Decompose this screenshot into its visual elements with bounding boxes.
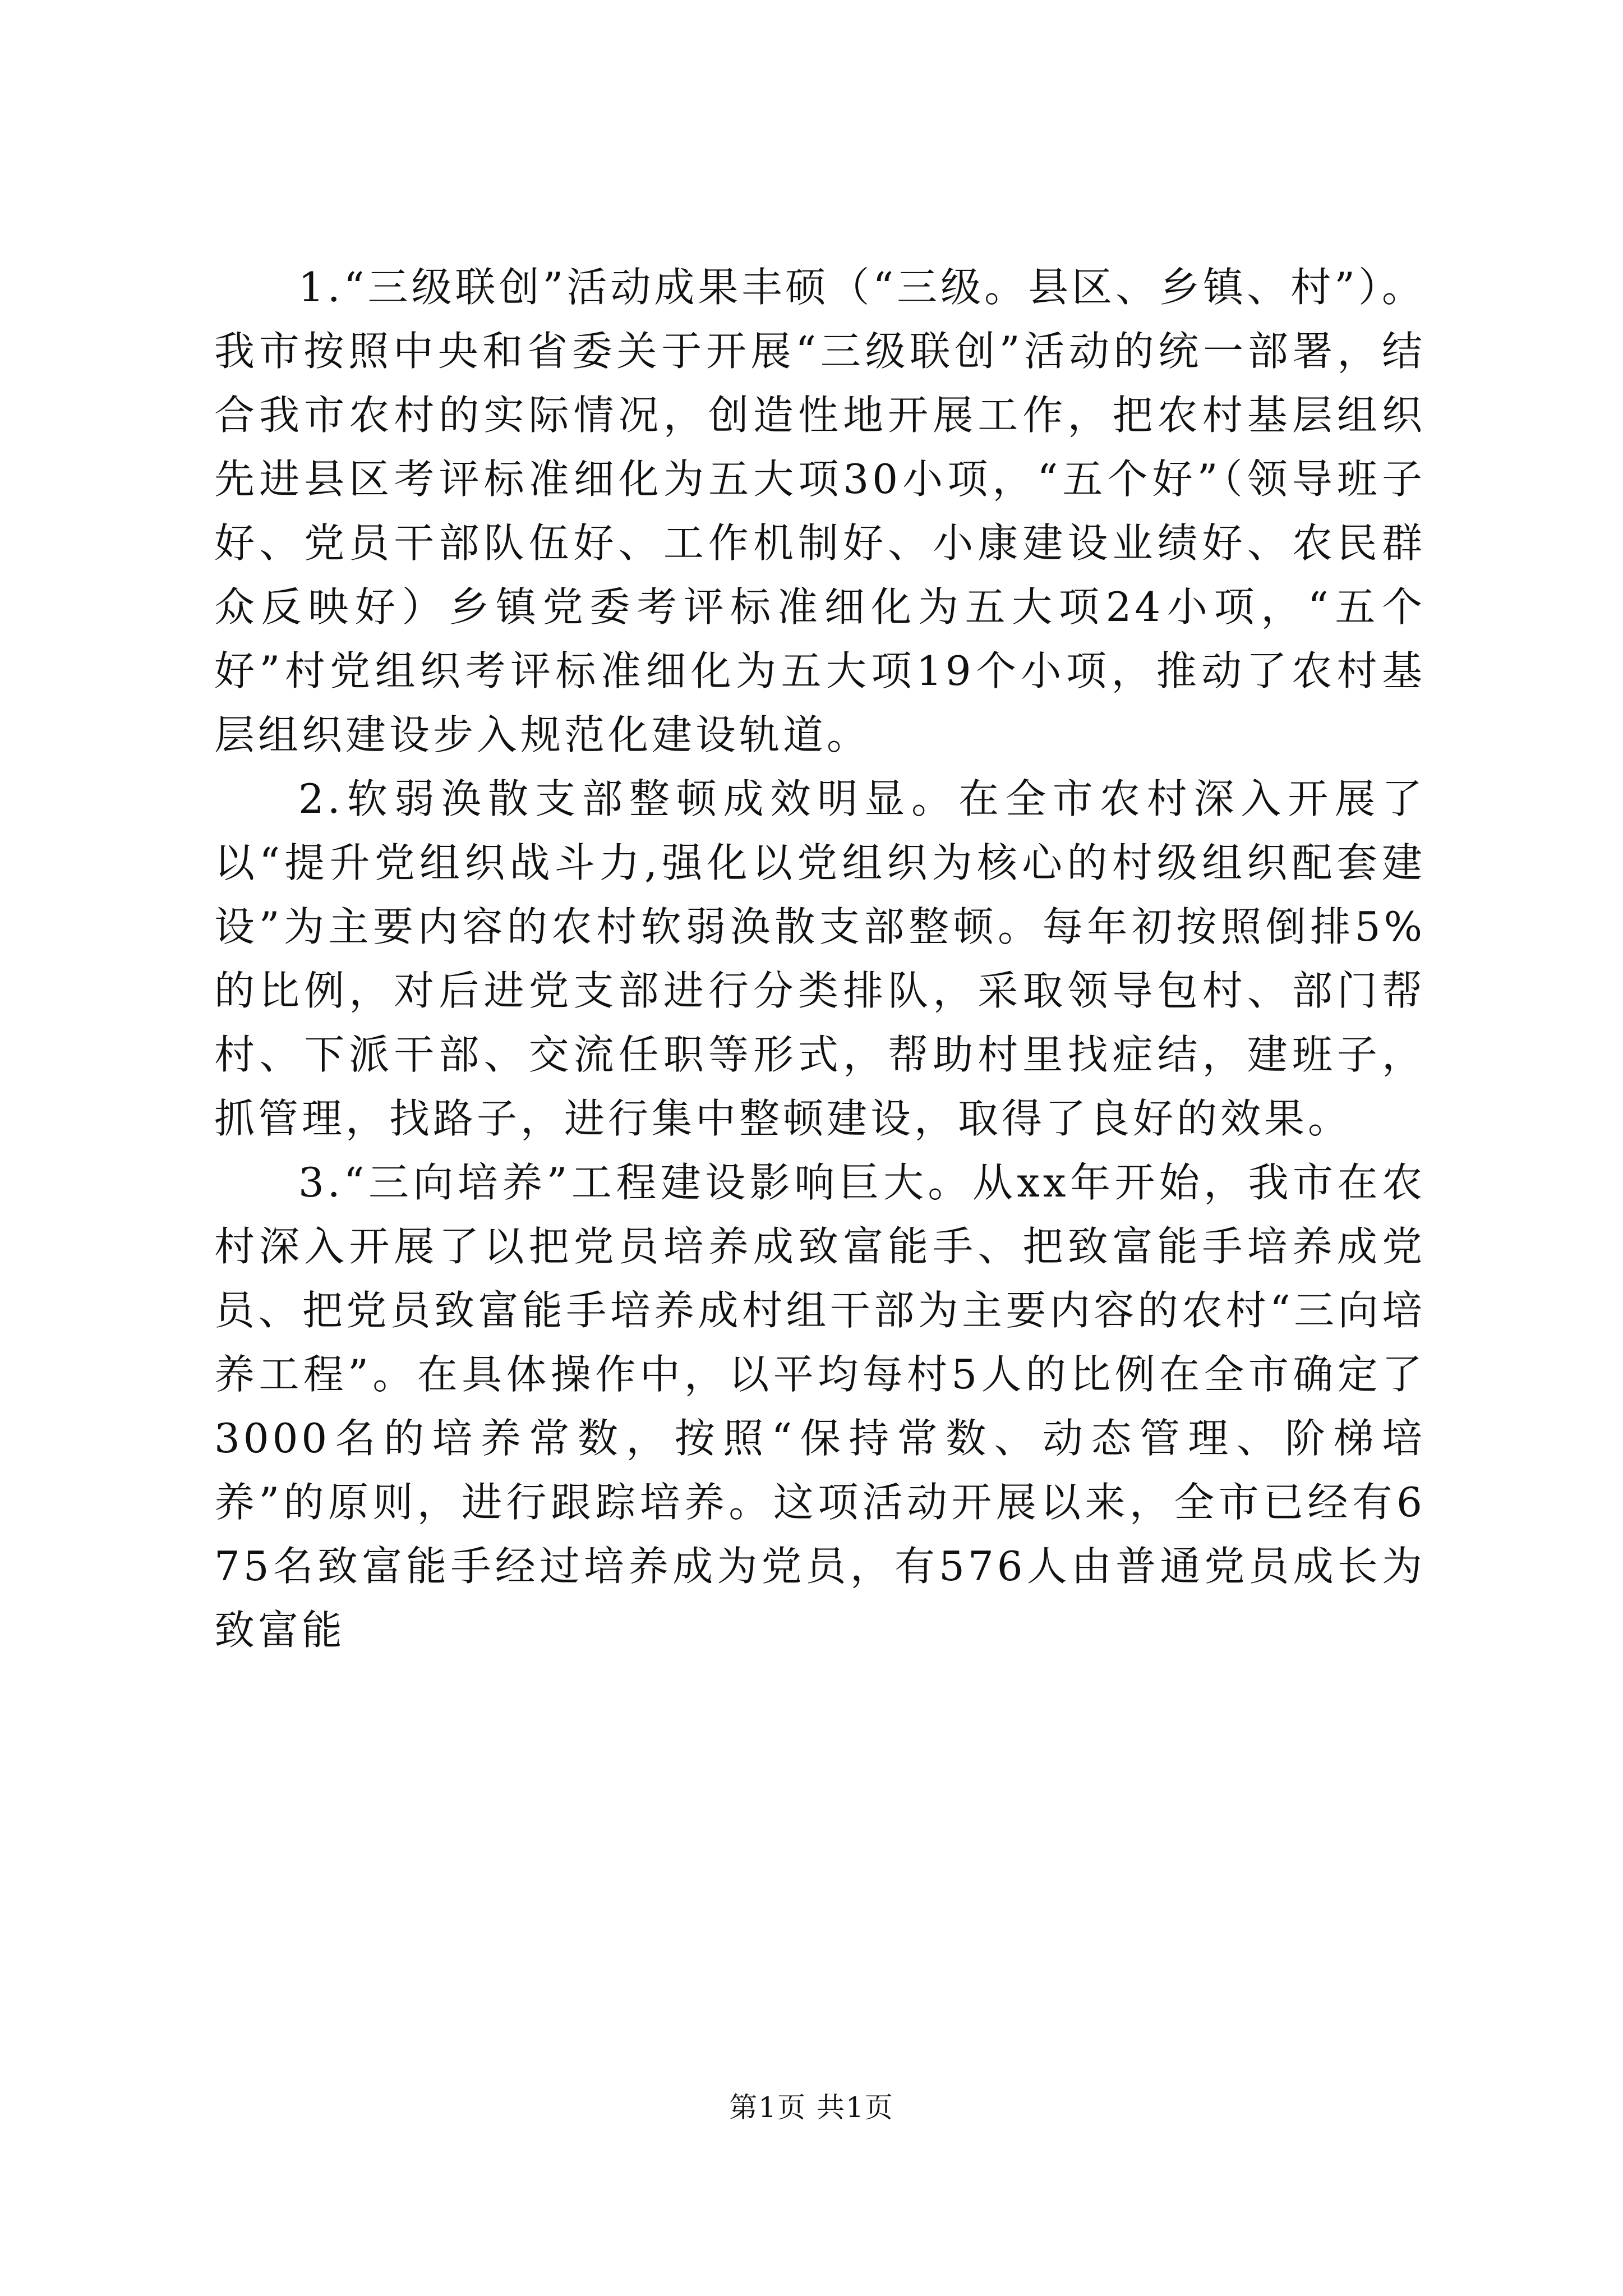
paragraph-2: 2.软弱涣散支部整顿成效明显。在全市农村深入开展了以“提升党组织战斗力,强化以党组织为核心的村级组织配套建设”为主要内容的农村软弱涣散支部整顿。每年初按照倒排5%的比例，对后进党支部进行分类排队，采取领导包村、部门帮村、下派干部、交流任职等形式，帮助村里找症结，建班子，抓管理，找路子，进行集中整顿建设，取得了良好的效果。 bbox=[214, 775, 1426, 1142]
page-footer: 第1页 共1页 bbox=[729, 2091, 894, 2124]
paragraph-1: 1.“三级联创”活动成果丰硕（“三级。县区、乡镇、村”）。我市按照中央和省委关于开展“三级联创”活动的统一部署，结合我市农村的实际情况，创造性地开展工作，把农村基层组织先进县区考评标准细化为五大项30小项，“五个好”（领导班子好、党员干部队伍好、工作机制好、小康建设业绩好、农民群众反映好）乡镇党委考评标准细化为五大项24小项，“五个好”村党组织考评标准细化为五大项19个小项，推动了农村基层组织建设步入规范化建设轨道。 bbox=[214, 264, 1426, 758]
document-body bbox=[214, 255, 1426, 1662]
paragraph-3: 3.“三向培养”工程建设影响巨大。从xx年开始，我市在农村深入开展了以把党员培养成致富能手、把致富能手培养成党员、把党员致富能手培养成村组干部为主要内容的农村“三向培养工程”。在具体操作中，以平均每村5人的比例在全市确定了3000名的培养常数，按照“保持常数、动态管理、阶梯培养”的原则，进行跟踪培养。这项活动开展以来，全市已经有675名致富能手经过培养成为党员，有576人由普通党员成长为致富能 bbox=[214, 1159, 1426, 1654]
